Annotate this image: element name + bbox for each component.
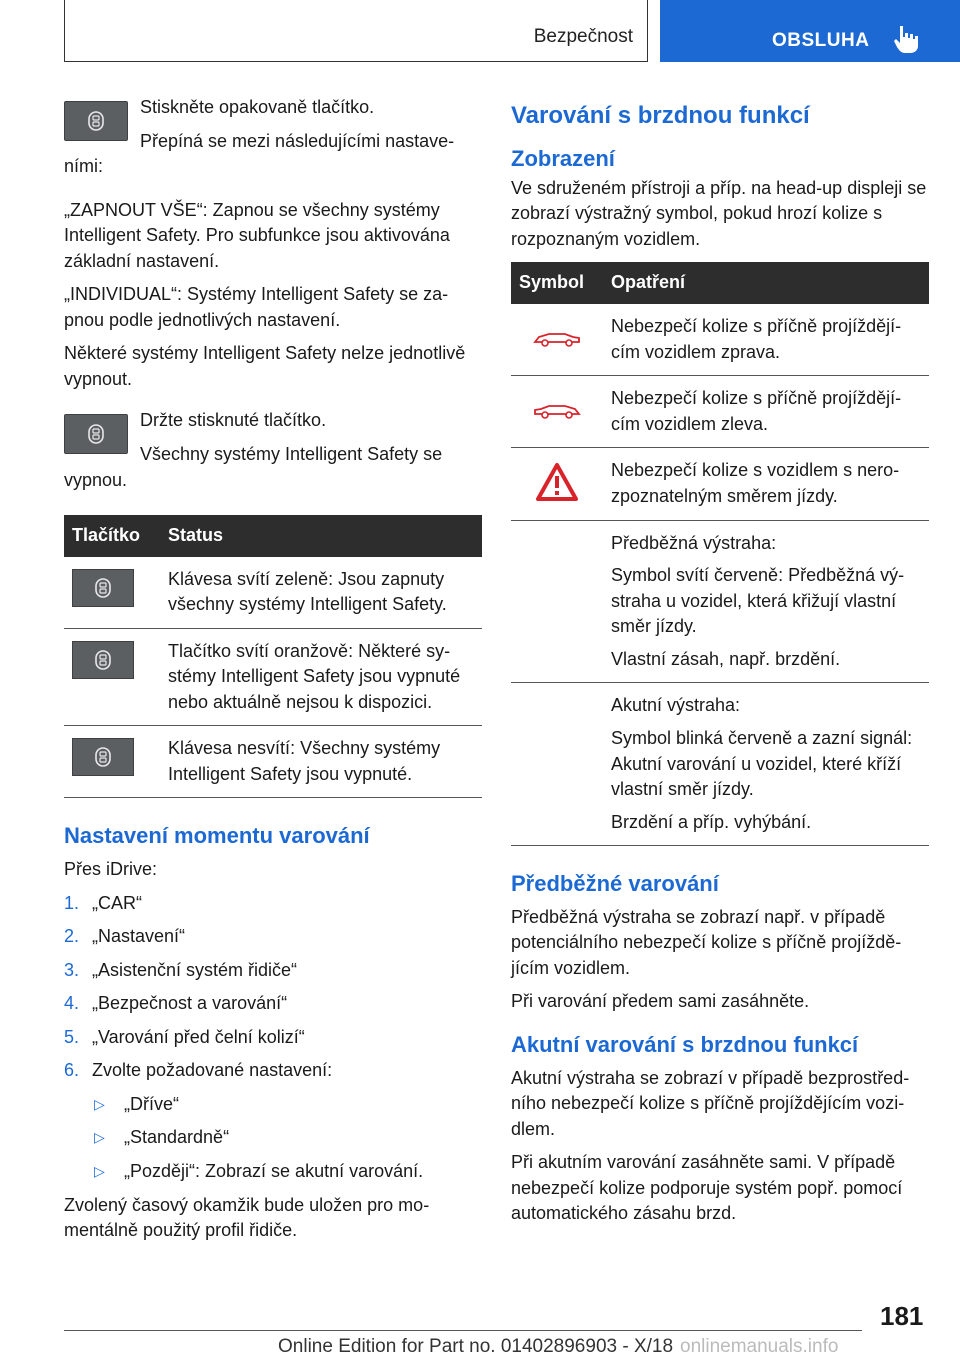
symbol-table [511,262,929,846]
table-header: Tlačítko [64,515,160,557]
list-item: 2. „Nastavení“ [64,926,186,947]
table-cell: Nebezpečí kolize s vozidlem s nerozpoznatelným směrem jízdy. [611,460,900,506]
press-repeatedly-block [64,95,482,188]
list-item: 5. „Varování před čelní kolizí“ [64,1026,305,1047]
table-cell: Tlačítko svítí oranžově: Některé systémy Intelligent Safety jsou vypnuté nebo aktuálně nejsou k dispozici. [160,628,482,726]
table-cell: Klávesa svítí zeleně: Jsou zapnuty všechny systémy Intelligent Safety. [160,557,482,629]
list-item: 4. „Bezpečnost a varování“ [64,993,288,1014]
table-row [64,628,482,726]
table-cell: Nebezpečí kolize s příčně projíždějícím vozidlem zleva. [611,388,902,434]
table-row [511,304,929,376]
left-column [64,95,482,1252]
table-header: Opatření [603,262,929,304]
table-row [511,376,929,448]
safety-button-icon [72,738,134,776]
table-cell: Nebezpečí kolize s příčně projíždějícím vozidlem zprava. [611,315,902,362]
paragraph: Některé systémy Intelligent Safety nelze jednotlivě vypnout. [64,343,466,389]
table-cell: Předběžná výstraha: [611,532,777,553]
subsection-heading: Zobrazení [511,146,615,172]
paragraph: „INDIVIDUAL“: Systémy Intelligent Safety se zapnou podle jednotlivých nastavení. [64,284,449,330]
section-heading: Varování s brzdnou funkcí [511,102,810,129]
paragraph: Při varování předem sami zasáhněte. [511,991,810,1012]
list-item: 1. „CAR“ [64,892,142,913]
paragraph: Při akutním varování zasáhněte sami. V případě nebezpečí kolize podporuje systém popř. pomocí automatického zásahu brzd. [511,1152,903,1224]
paragraph: Akutní výstraha se zobrazí v případě bezprostředního nebezpečí kolize s příčně projíždějícím vozidlem. [511,1067,910,1139]
section-heading: Akutní varování s brzdnou funkcí [511,1031,859,1057]
table-header: Symbol [511,262,603,304]
hand-pointer-icon [893,24,919,54]
triangle-bullet-icon: ▷ [94,1163,105,1179]
section-heading: Nastavení momentu varování [64,823,370,849]
table-row [64,557,482,629]
paragraph: Stiskněte opakovaně tlačítko. [140,97,375,117]
steps-list [64,891,482,1084]
paragraph: Předběžná výstraha se zobrazí např. v případě potenciálního nebezpečí kolize s příčně projíždějícím vozidlem. [511,906,902,978]
safety-button-icon [85,423,107,445]
car-crossing-right-icon [531,326,583,350]
table-cell: Akutní výstraha: [611,695,741,716]
table-row [511,520,929,683]
table-cell: Symbol blinká červeně a zazní signál: Akutní varování u vozidel, které kříží vlastní směr jízdy. [611,727,913,800]
safety-button-icon [72,641,134,679]
paragraph: Přepíná se mezi následujícími nastaveními: [64,130,455,177]
paragraph: Zvolený časový okamžik bude uložen pro momentálně použitý profil řidiče. [64,1194,430,1241]
triangle-bullet-icon: ▷ [94,1095,105,1112]
list-item: 6. Zvolte požadované nastavení: [64,1060,333,1081]
paragraph: „ZAPNOUT VŠE“: Zapnou se všechny systémy Intelligent Safety. Pro subfunkce jsou aktivována základní nastavení. [64,199,450,271]
intelligent-safety-button-image [64,414,128,454]
footer-edition: Online Edition for Part no. 01402896903 - X/18 [278,1336,674,1357]
footer-divider [64,1330,862,1331]
section-title: Bezpečnost [533,26,633,48]
table-cell: Brzdění a příp. vyhýbání. [611,811,812,832]
triangle-bullet-icon: ▷ [94,1129,105,1146]
header-section-box [64,0,648,62]
button-status-table [64,515,482,798]
safety-button-icon [72,569,134,607]
table-row [64,726,482,798]
list-item: ▷ „Dříve“ [94,1093,179,1114]
table-row [511,683,929,846]
list-item: ▷ „Později“: Zobrazí se akutní varování. [94,1161,424,1181]
options-list [94,1092,482,1185]
car-crossing-left-icon [531,398,583,422]
table-cell: Symbol svítí červeně: Předběžná výstraha u vozidel, která křižují vlastní směr jízdy. [611,565,905,637]
chapter-tab[interactable] [660,0,960,62]
list-item: 3. „Asistenční systém řidiče“ [64,959,298,980]
safety-button-icon [85,110,107,132]
list-item: ▷ „Standardně“ [94,1127,230,1148]
table-cell: Klávesa nesvítí: Všechny systémy Intelligent Safety jsou vypnuté. [160,726,482,798]
hold-button-block [64,408,482,501]
section-heading: Předběžné varování [511,871,719,897]
paragraph: Všechny systémy Intelligent Safety se vypnou. [64,444,443,490]
right-column [511,100,929,1235]
paragraph: Ve sdruženém přístroji a příp. na head-up displeji se zobrazí výstražný symbol, pokud hrozí kolize s rozpoznaným vozidlem. [511,177,927,249]
intelligent-safety-button-image [64,101,128,141]
page-number: 181 [880,1301,924,1331]
warning-triangle-icon [535,462,579,502]
footer-brand-watermark: onlinemanuals.info [680,1336,839,1357]
paragraph: Držte stisknuté tlačítko. [140,410,327,431]
paragraph: Přes iDrive: [64,859,158,880]
table-header: Status [160,515,482,557]
table-row [511,448,929,521]
table-cell: Vlastní zásah, např. brzdění. [611,648,841,669]
chapter-title: OBSLUHA [772,30,870,51]
